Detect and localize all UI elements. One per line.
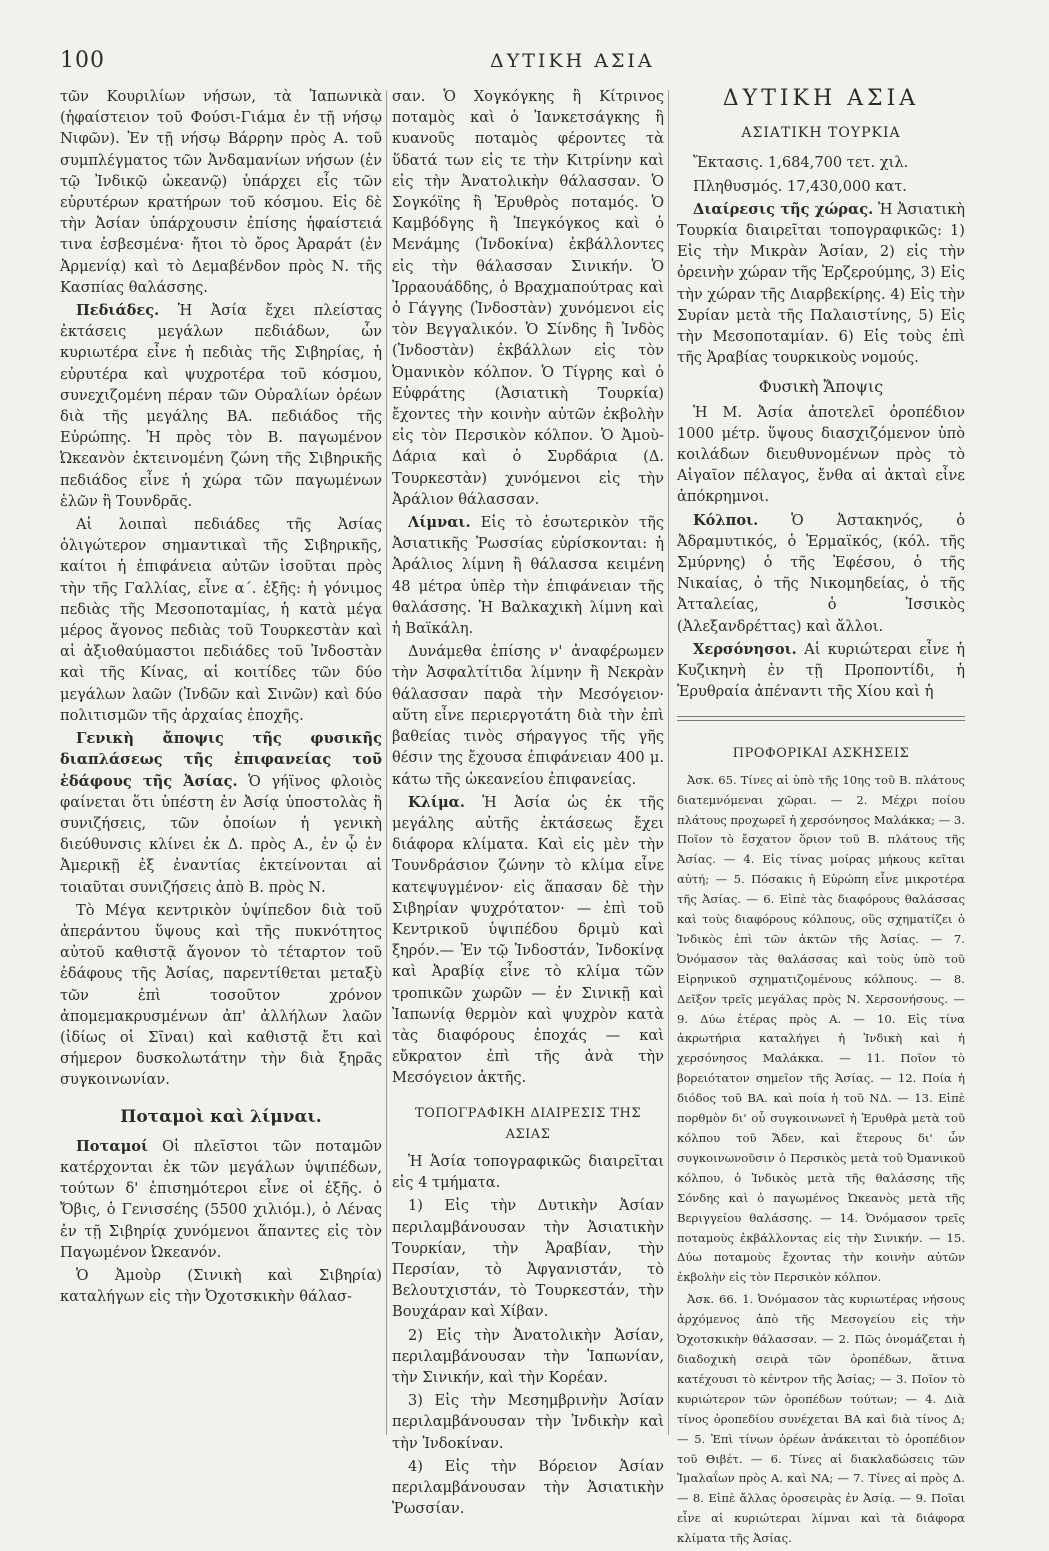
area-line: Ἔκτασις. 1,684,700 τετ. χιλ. [693,154,909,172]
population-line: Πληθυσμός. 17,430,000 κατ. [693,177,907,195]
section-heading: Λίμναι. [408,514,471,532]
section-heading: Πεδιάδες. [76,302,160,320]
section-heading: Γενικὴ ἄποψις τῆς φυσικῆς διαπλάσεως τῆς ἐπιφανείας τοῦ ἐδάφους τῆς Ἀσίας. [60,730,382,790]
column-left [60,86,382,1309]
paragraph: Ὁ Ἀμοὺρ (Σινικὴ καὶ Σιβηρία) καταλήγων εἰς τὴν Ὀχοτσκικὴν θάλασ- [60,1266,382,1306]
paragraph-text: Ἡ Ἀσία ἔχει πλείστας ἐκτάσεις μεγάλων πεδιάδων, ὧν κυριωτέρα εἶνε ἡ πεδιὰς τῆς Σιβηρίας, ἡ εὐρυτέρα καὶ ψυχροτέρα τοῦ κόσμου, συνεχιζομένη πέραν τῶν Οὐραλίων ὀρέων διὰ τῆς μεγάλης ΒΑ. πεδιάδος τῆς Εὐρώπης. Ἡ πρὸς τὸν Β. παγωμένον Ὠκεανὸν ἐκτεινομένη ζώνη τῆς Σιβηρικῆς πεδιάδος εἶνε ἡ χώρα τῶν παγωμένων ἑλῶν ἢ Τουνδρᾶς. [60,302,382,510]
exercise-block: Ἀσκ. 65. Τίνες αἱ ὑπὸ τῆς 10ης τοῦ Β. πλάτους διατεμνόμεναι χῶραι. — 2. Μέχρι ποίου πλάτους προχωρεῖ ἡ χερσόνησος Μαλάκκα; — 3. Ποῖον τὸ ἔσχατον ὅριον τοῦ Β. πλάτους τῆς Ἀσίας. — 4. Εἰς τίνας μοίρας μήκους κεῖται αὐτή; — 5. Πόσακις ἡ Εὐρώπη εἶνε μικροτέρα τῆς Ἀσίας. — 6. Εἰπὲ τὰς διαφόρους θαλάσσας καὶ τοὺς διαφόρους κόλπους, οὓς σχηματίζει ὁ Ἰνδικὸς ἐπὶ τῶν ἀκτῶν τῆς Ἀσίας. — 7. Ὀνόμασον τὰς θαλάσσας καὶ τοὺς ὑπὸ τοῦ Εἰρηνικοῦ σχηματιζομένους κόλπους. — 8. Δεῖξον τρεῖς μεγάλας πρὸς Ν. Χερσονήσους. — 9. Δύω ἑτέρας πρὸς Α. — 10. Εἰς τίνα ἀκρωτήρια καταλήγει ἡ Ἰνδικὴ καὶ ἡ χερσόνησος Μαλάκκα. — 11. Ποῖον τὸ βορειότατον σημεῖον τῆς Ἀσίας. — 12. Ποία ἡ διόδος τοῦ ΒΑ. καὶ ποία ἡ τοῦ ΝΔ. — 13. Εἰπὲ πορθμὸν δι' οὗ συγκοινωνεῖ ἡ Ἐρυθρὰ μετὰ τοῦ κόλπου τοῦ Ἄδεν, καὶ ἕτερους δι' ὧν συγκοινωνοῦσιν ὁ Περσικὸς μετὰ τοῦ Ὀμανικοῦ κόλπου, ὁ Ἰνδικὸς μετὰ τῆς θαλάσσης τῆς Σόνδης καὶ ὁ παγωμένος Ὠκεανὸς μετὰ τῆς Βεριγγείου θαλάσσης. — 14. Ὀνόμασον τρεῖς ποταμοὺς ἐκβάλλοντας εἰς τὴν Σινικήν. — 15. Δύω ποταμοὺς ἔχοντας τὴν κοινὴν αὐτῶν ἐκβολὴν εἰς τὸν Περσικὸν κόλπον. [677,772,965,1285]
paragraph-text: Ἡ Ἀσία ὡς ἐκ τῆς μεγάλης αὐτῆς ἐκτάσεως ἔχει διάφορα κλίματα. Καὶ εἰς μὲν τὴν Τουνδράσιον ζώνην τὸ κλίμα εἶνε κατεψυγμένον· εἰς ἅπασαν δὲ τὴν Σιβηρίαν ψυχρότατον· — ἐπὶ τοῦ Κεντρικοῦ ὑψιπέδου δριμὺ καὶ ξηρόν.— Ἐν τῷ Ἰνδοστάν, Ἰνδοκίνᾳ καὶ Ἀραβίᾳ εἶνε τὸ κλίμα τῶν τροπικῶν χωρῶν — ἐν Σινικῇ καὶ Ἰαπωνίᾳ θερμὸν καὶ ψυχρὸν κατὰ τὰς διαφόρους ἐποχάς — καὶ εὔκρατον ἐπὶ τῆς ἀνὰ τὴν Μεσόγειον ἀκτῆς. [392,793,664,1087]
paragraph-text: Εἰς τὸ ἐσωτερικὸν τῆς Ἀσιατικῆς Ῥωσσίας εὑρίσκονται: ἡ Ἀράλιος λίμνη ἢ θάλασσα κειμένη 48 μέτρα ὑπὲρ τὴν ἐπιφάνειαν τῆς θαλάσσης. Ἡ Βαλκαχικὴ λίμνη καὶ ἡ Βαϊκάλη. [392,514,664,638]
paragraph: 3) Εἰς τὴν Μεσημβρινὴν Ἀσίαν περιλαμβάνουσαν τὴν Ἰνδικὴν καὶ τὴν Ἰνδοκίναν. [392,1392,664,1452]
section-heading: Κόλποι. [693,511,759,529]
paragraph [677,510,965,637]
paragraph [392,512,664,639]
column-rule [386,90,387,1435]
page-number: 100 [60,48,105,73]
column-rule [668,90,669,1435]
section-title: ΤΟΠΟΓΡΑΦΙΚΗ ΔΙΑΙΡΕΣΙΣ ΤΗΣ ΑΣΙΑΣ [414,1105,642,1142]
column-middle [392,86,664,1521]
chapter-subtitle: ΑΣΙΑΤΙΚΗ ΤΟΥΡΚΙΑ [741,125,901,142]
paragraph [60,1136,382,1263]
section-heading: Ποταμοί [76,1137,149,1155]
paragraph [677,199,965,369]
page-header [60,48,1010,78]
section-title: Ποταμοὶ καὶ λίμναι. [120,1106,322,1127]
paragraph: Αἱ λοιπαὶ πεδιάδες τῆς Ἀσίας ὀλιγώτερον σημαντικαὶ τῆς Σιβηρικῆς, καίτοι ἡ ἐπιφάνεια αὐτῶν ἰσοῦται πρὸς τὴν τῆς Γαλλίας, εἶνε α΄. ἐξῆς: ἡ γόνιμος πεδιὰς τῆς Μεσοποταμίας, ἡ κατὰ μέγα μέρος ἄγονος πεδιὰς τοῦ Τουρκεστὰν καὶ αἱ ἀξιοθαύμαστοι πεδιάδες τοῦ Ἰνδοστὰν καὶ τῆς Κίνας, αἱ κοιτίδες τῶν δύο μεγάλων λαῶν (Ἰνδῶν καὶ Σινῶν) καὶ δύο πολιτισμῶν τῆς ἀρχαίας ἐποχῆς. [60,516,382,724]
paragraph: 4) Εἰς τὴν Βόρειον Ἀσίαν περιλαμβάνουσαν τὴν Ἀσιατικὴν Ῥωσσίαν. [392,1457,664,1518]
paragraph-text: Ὁ Ἀστακηνός, ὁ Ἀδραμυτικός, ὁ Ἑρμαϊκός, (κόλ. τῆς Σμύρνης) ὁ τῆς Ἐφέσου, ὁ τῆς Νικαίας, ὁ τῆς Νικομηδείας, ὁ τῆς Ἀτταλείας, ὁ Ἰσσικὸς (Ἀλεξανδρέττας) καὶ ἄλλοι. [677,511,965,635]
exercises [677,771,965,1549]
paragraph-text: Αἱ κυριώτεραι εἶνε ἡ Κυζικηνὴ ἐν τῇ Προποντίδι, ἡ Ἐρυθραία ἀπέναντι τῆς Χίου καὶ ἡ [677,640,965,701]
paragraph: Ἡ Ἀσία τοπογραφικῶς διαιρεῖται εἰς 4 τμήματα. [392,1152,664,1192]
section-heading: Χερσόνησοι. [693,640,797,658]
paragraph: 1) Εἰς τὴν Δυτικὴν Ἀσίαν περιλαμβάνουσαν τὴν Ἀσιατικὴν Τουρκίαν, τὴν Ἀραβίαν, τὴν Περσίαν, τὸ Ἀφγανιστάν, τὸ Βελουτχιστάν, τὸ Τουρκεστάν, τὴν Βουχάραν καὶ Χίβαν. [392,1197,664,1321]
chapter-title: ΔΥΤΙΚΗ ΑΣΙΑ [722,86,920,111]
paragraph: σαν. Ὁ Χογκόγκης ἢ Κίτρινος ποταμὸς καὶ ὁ Ἰανκετσάγκης ἢ κυανοῦς ποταμὸς φέροντες τὰ ὕδατά των εἰς τε τὴν Κιτρίνην καὶ εἰς τὴν Ἀνατολικὴν θάλασσαν. Ὁ Σογκόϊης ἢ Ἐρυθρὸς ποταμός. Ὁ Καμβόδγης ἢ Ἰπεγκόγκος καὶ ὁ Μενάμης (Ἰνδοκίνα) ἐκβάλλοντες εἰς τὴν θάλασσαν Σινικήν. Ὁ Ἰρραουάδδης, ὁ Βραχμαπούτρας καὶ ὁ Γάγγης (Ἰνδοστὰν) χυνόμενοι εἰς τὸν Βεγγαλικόν. Ὁ Σίνδης ἢ Ἰνδὸς (Ἰνδοστὰν) ἐκβάλλων εἰς τὸν Ὀμανικὸν κόλπον. Ὁ Τίγρης καὶ ὁ Εὐφράτης (Ἀσιατικὴ Τουρκία) ἔχοντες τὴν κοινὴν αὐτῶν ἐκβολὴν εἰς τὸν Περσικὸν κόλπον. Ὁ Ἀμοὺ-Δάρια καὶ ὁ Συρδάρια (Δ. Τουρκεστὰν) χυνόμενοι εἰς τὴν Ἀράλιον θάλασσαν. [392,88,664,508]
paragraph: Τὸ Μέγα κεντρικὸν ὑψίπεδον διὰ τοῦ ἀπεράντου ὕψους καὶ τῆς πυκνότητος αὐτοῦ καθιστᾷ ἄγονον τὸ τέταρτον τοῦ ἐδάφους τῆς Ἀσίας, παρεντίθεται μεταξὺ τῶν ἐπὶ τοσοῦτον χρόνον ἀπομεμακρυσμένων ἀπ' ἀλλήλων λαῶν (ἰδίως οἱ Σῖναι) καὶ καθιστᾷ ἔτι καὶ σήμερον δυσκολωτάτην τὴν διὰ ξηρᾶς συγκοινωνίαν. [60,901,382,1089]
paragraph: Δυνάμεθα ἐπίσης ν' ἀναφέρωμεν τὴν Ἀσφαλτίτιδα λίμνην ἢ Νεκρὰν θάλασσαν παρὰ τὴν Μεσόγειον· αὕτη εἶνε περιεργοτάτη διὰ τὴν ἐπὶ βαθείας τινὸς σήραγγος τῆς γῆς θέσιν της ἔχουσα ἐπιφάνειαν 400 μ. κάτω τῆς ὠκεανείου ἐπιφανείας. [392,643,664,788]
paragraph-text: Οἱ πλεῖστοι τῶν ποταμῶν κατέρχονται ἐκ τῶν μεγάλων ὑψιπέδων, τούτων δ' ἐπισημότεροι εἶνε οἱ ἑξῆς. ὁ Ὄβις, ὁ Γενισσέης (5500 χιλιόμ.), ὁ Λένας ἐν τῇ Σιβηρίᾳ χυνόμενοι ἅπαντες εἰς τὸν Παγωμένον Ὠκεανόν. [60,1137,382,1261]
exercise-block: Ἀσκ. 66. 1. Ὀνόμασον τὰς κυριωτέρας νήσους ἀρχόμενος ἀπὸ τῆς Μεσογείου εἰς τὴν Ὀχοτσκικὴν θάλασσαν. — 2. Πῶς ὀνομάζεται ἡ διαδοχικὴ σειρὰ τῶν ὀροπέδων, ἅτινα κατέχουσι τὸ κέντρον τῆς Ἀσίας; — 3. Ποῖον τὸ κυριώτερον τῶν ὀροπέδων τούτων; — 4. Διὰ τίνος ὀροπεδίου συνέχεται ΒΑ καὶ διὰ τίνος Δ; — 5. Ἐπὶ τίνων ὀρέων ἀνάκειται τὸ ὀροπέδιον τοῦ Θιβέτ. — 6. Τίνες αἱ διακλαδώσεις τῶν Ἰμαλαΐων πρὸς Α. καὶ ΝΑ; — 7. Τίνες αἱ πρὸς Δ. — 8. Εἰπὲ ἄλλας ὀροσειρὰς ἐν Ἀσίᾳ. — 9. Ποῖαι εἶνε αἱ κυριώτεραι λίμναι καὶ τὰ διάφορα κλίματα τῆς Ἀσίας. [677,1292,965,1546]
paragraph-text: Ὁ γήϊνος φλοιὸς φαίνεται ὅτι ὑπέστη ἐν Ἀσίᾳ ὑποστολὰς ἢ συνιζήσεις, τῶν ὁποίων ἡ γενικὴ διεύθυνσις κλίνει ἐκ Δ. πρὸς Α., ἐν ᾧ ἐν Ἀμερικῇ ἐξ ἐναντίας ἐκτείνονται αἱ τοιαῦται συνιζήσεις ἀπὸ Β. πρὸς Ν. [60,772,382,896]
section-title: Φυσικὴ Ἄποψις [758,377,884,397]
paragraph-text: Ἡ Ἀσιατικὴ Τουρκία διαιρεῖται τοπογραφικῶς: 1) Εἰς τὴν Μικρὰν Ἀσίαν, 2) εἰς τὴν ὀρεινὴν χώραν τῆς Ἐρζερούμης, 3) Εἰς τὴν χώραν τῆς Διαρβεκίρης. 4) Εἰς τὴν Συρίαν μετὰ τῆς Παλαιστίνης, 5) Εἰς τὴν Μεσοποταμίαν. 6) Εἰς τοὺς ἐπὶ τῆς Ἀραβίας τουρκικοὺς νομούς. [677,200,965,367]
section-heading: Διαίρεσις τῆς χώρας. [693,200,874,218]
exercises-title: ΠΡΟΦΟΡΙΚΑΙ ΑΣΚΗΣΕΙΣ [732,746,910,762]
paragraph: Ἡ Μ. Ἀσία ἀποτελεῖ ὀροπέδιον 1000 μέτρ. ὕψους διασχιζόμενον ὑπὸ κοιλάδων διευθυνομένων πρὸς τὸ Αἰγαῖον πέλαγος, ἔνθα αἱ ἀκταὶ εἶνε ἀπόκρημνοι. [677,403,965,506]
section-divider [677,716,965,721]
paragraph [392,792,664,1089]
paragraph: 2) Εἰς τὴν Ἀνατολικὴν Ἀσίαν, περιλαμβάνουσαν τὴν Ἰαπωνίαν, τὴν Σινικήν, καὶ τὴν Κορέαν. [392,1326,664,1386]
paragraph [60,728,382,898]
section-heading: Κλίμα. [408,793,465,811]
running-title: ΔΥΤΙΚΗ ΑΣΙΑ [490,50,655,72]
column-right [677,86,965,1551]
paragraph [677,639,965,703]
paragraph [60,300,382,512]
paragraph: τῶν Κουριλίων νήσων, τὰ Ἰαπωνικὰ (ἡφαίστειον τοῦ Φούσι-Γιάμα ἐν τῇ νήσῳ Νιφῶν). Ἐν τῇ νήσῳ Βάρρην πρὸς Α. τοῦ συμπλέγματος τῶν Ἀνδαμανίων νήσων (ἐν τῷ Ἰνδικῷ ὠκεανῷ) ὑπάρχει εἷς τῶν εὐρυτέρων κρατήρων τοῦ κόσμου. Εἰς δὲ τὴν Ἀσίαν ὑπάρχουσιν ἐπίσης ἡφαίστειά τινα ἐσβεσμένα· ἤτοι τὸ ὄρος Ἀραράτ (ἐν Ἀρμενίᾳ) καὶ τὸ Δεμαβένδον πρὸς Ν. τῆς Κασπίας θαλάσσης. [60,88,382,296]
